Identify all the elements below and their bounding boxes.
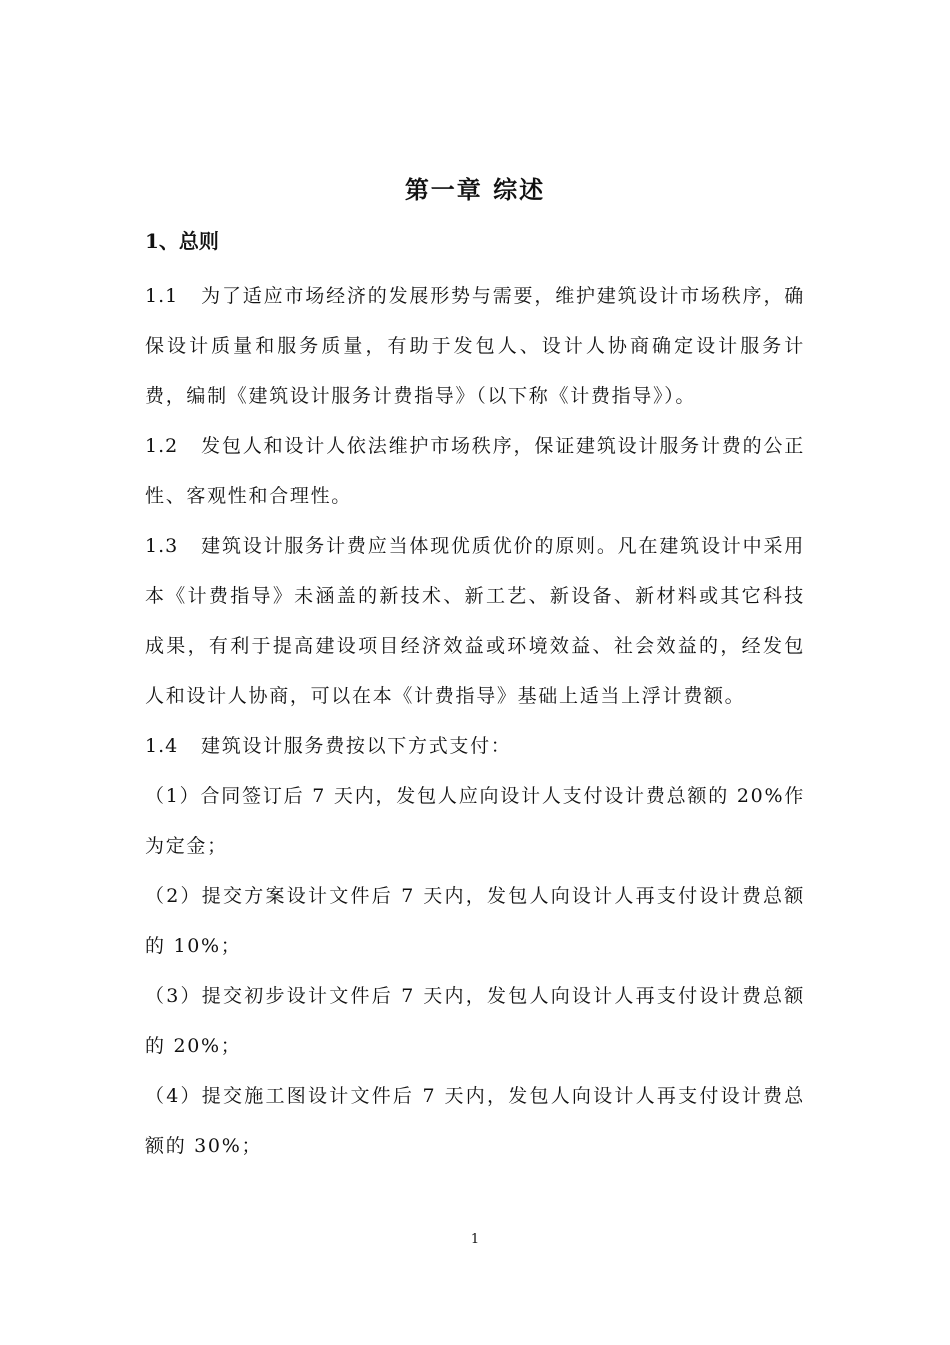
payment-item-2: （2）提交方案设计文件后 7 天内，发包人向设计人再支付设计费总额的 10%； [145,885,805,957]
payment-item-4: （4）提交施工图设计文件后 7 天内，发包人向设计人再支付设计费总额的 30%； [145,1085,805,1157]
chapter-title: 第一章 综述 [404,175,546,204]
document-body [145,271,805,1171]
paragraph-1-3 [145,521,805,721]
payment-item-1: （1）合同签订后 7 天内，发包人应向设计人支付设计费总额的 20%作为定金； [145,785,805,857]
payment-item-3: （3）提交初步设计文件后 7 天内，发包人向设计人再支付设计费总额的 20%； [145,985,805,1057]
paragraph-number: 1.2 [145,435,179,457]
paragraph-number: 1.1 [145,285,179,307]
page-number: 1 [470,1232,480,1247]
paragraph-number: 1.3 [145,535,179,557]
paragraph-text: 为了适应市场经济的发展形势与需要，维护建筑设计市场秩序，确保设计质量和服务质量，有助于发包人、设计人协商确定设计服务计费，编制《建筑设计服务计费指导》（以下称《计费指导》）。 [145,285,805,407]
section-title: 1、总则 [145,229,219,253]
paragraph-1-2 [145,421,805,521]
paragraph-text: 发包人和设计人依法维护市场秩序，保证建筑设计服务计费的公正性、客观性和合理性。 [145,435,805,507]
paragraph-1-4 [145,721,805,771]
paragraph-number: 1.4 [145,735,179,757]
paragraph-text: 建筑设计服务计费应当体现优质优价的原则。凡在建筑设计中采用本《计费指导》未涵盖的新技术、新工艺、新设备、新材料或其它科技成果，有利于提高建设项目经济效益或环境效益、社会效益的，经发包人和设计人协商，可以在本《计费指导》基础上适当上浮计费额。 [145,535,805,707]
paragraph-text: 建筑设计服务费按以下方式支付： [201,735,512,757]
paragraph-1-1 [145,271,805,421]
